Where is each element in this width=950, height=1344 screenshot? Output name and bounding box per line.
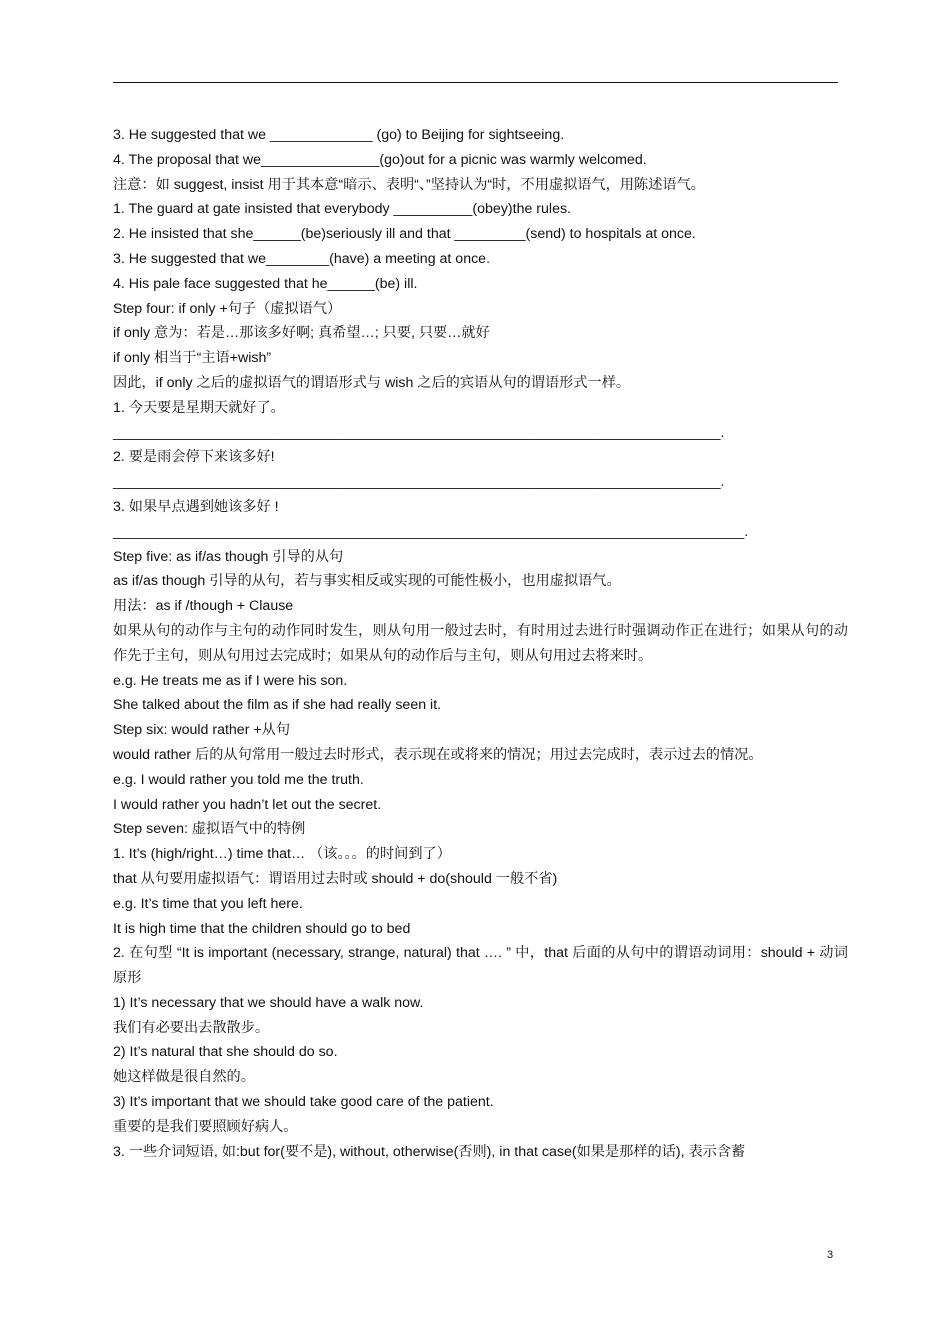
header-rule (113, 82, 838, 83)
text-line-l31: e.g. It’s time that you left here. (113, 895, 303, 912)
text-line-l20: 用法：as if /though + Clause (113, 598, 294, 615)
text-line-l08: Step four: if only +句子（虚拟语气） (113, 300, 342, 317)
text-line-l11: 因此，if only 之后的虚拟语气的谓语形式与 wish 之后的宾语从句的谓语形式一样。 (113, 374, 631, 391)
text-line-l01: 3. He suggested that we _____________ (go) to Beijing for sightseeing. (113, 127, 565, 143)
text-line-l29: 1. It’s (high/right…) time that… （该。。。的时间到了） (113, 846, 451, 863)
text-line-l07: 4. His pale face suggested that he______(be) ill. (113, 275, 418, 292)
text-line-l16: 3. 如果早点遇到她该多好 ! (113, 498, 279, 515)
text-line-l04: 1. The guard at gate insisted that everybody __________(obey)the rules. (113, 201, 571, 218)
text-line-l34: 1) It’s necessary that we should have a walk now. (113, 994, 424, 1011)
text-line-l14: 2. 要是雨会停下来该多好! (113, 449, 275, 466)
page-number: 3 (827, 1249, 834, 1261)
text-line-l15: _____________________________________________________________________________. (113, 474, 725, 491)
text-line-l32: It is high time that the children should go to bed (113, 920, 411, 937)
text-line-l17: ________________________________________________________________________________. (113, 523, 749, 540)
text-line-l23: She talked about the film as if she had really seen it. (113, 697, 442, 714)
text-line-l38: 3) It’s important that we should take good care of the patient. (113, 1094, 494, 1111)
text-line-l25: would rather 后的从句常用一般过去时形式，表示现在或将来的情况；用过去完成时，表示过去的情况。 (113, 746, 763, 763)
text-line-l24: Step six: would rather +从句 (113, 722, 291, 739)
text-line-l13: _____________________________________________________________________________. (113, 424, 725, 441)
text-line-l10: if only 相当于“主语+wish” (113, 350, 272, 367)
text-line-l28: Step seven: 虚拟语气中的特例 (113, 821, 306, 838)
text-line-l26: e.g. I would rather you told me the truth. (113, 771, 364, 788)
text-line-l35: 我们有必要出去散散步。 (113, 1019, 270, 1036)
text-line-l37: 她这样做是很自然的。 (113, 1069, 255, 1086)
text-line-l30: that 从句要用虚拟语气：谓语用过去时或 should + do(should 一般不省) (113, 870, 558, 887)
text-line-l40: 3. 一些介词短语, 如:but for(要不是), without, otherwise(否则), in that case(如果是那样的话), 表示含蓄 (113, 1143, 746, 1160)
text-line-l21: 如果从句的动作与主句的动作同时发生，则从句用一般过去时，有时用过去进行时强调动作正在进行；如果从句的动作先于主句，则从句用过去完成时；如果从句的动作后与主句，则从句用过去将来时。 (113, 622, 848, 664)
text-line-l19: as if/as though 引导的从句，若与事实相反或实现的可能性极小，也用虚拟语气。 (113, 573, 621, 590)
text-line-l09: if only 意为：若是…那该多好啊; 真希望…; 只要, 只要…就好 (113, 325, 490, 342)
text-line-l39: 重要的是我们要照顾好病人。 (113, 1118, 298, 1135)
text-line-l27: I would rather you hadn’t let out the secret. (113, 796, 382, 813)
document-body (113, 123, 848, 1164)
text-line-l33: 2. 在句型 “It is important (necessary, strange, natural) that …. ” 中，that 后面的从句中的谓语动词用：should + 动词原形 (113, 945, 848, 987)
text-line-l22: e.g. He treats me as if I were his son. (113, 672, 348, 689)
text-line-l06: 3. He suggested that we________(have) a meeting at once. (113, 250, 491, 267)
text-line-l18: Step five: as if/as though 引导的从句 (113, 548, 344, 565)
text-line-l12: 1. 今天要是星期天就好了。 (113, 399, 285, 416)
text-line-l03: 注意：如 suggest, insist 用于其本意“暗示、表明“、”坚持认为“时，不用虚拟语气，用陈述语气。 (113, 176, 705, 193)
text-line-l02: 4. The proposal that we_______________(go)out for a picnic was warmly welcomed. (113, 151, 647, 168)
text-line-l05: 2. He insisted that she______(be)seriously ill and that _________(send) to hospitals at once. (113, 226, 696, 243)
text-line-l36: 2) It’s natural that she should do so. (113, 1044, 338, 1061)
